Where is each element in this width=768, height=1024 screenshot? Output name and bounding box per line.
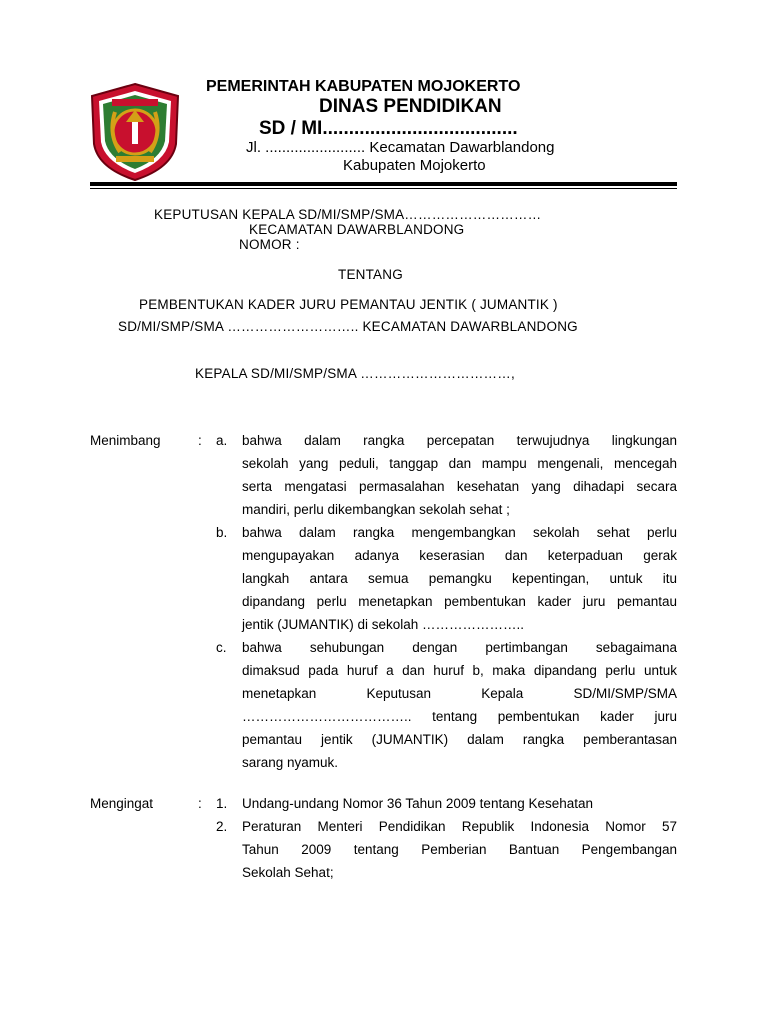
mengingat-2-line: Sekolah Sehat; [242, 865, 334, 880]
menimbang-b-line: dipandang perlu menetapkan pembentukan kader juru pemantau [242, 594, 677, 609]
letterhead-divider-thick [90, 182, 677, 186]
menimbang-b-marker: b. [216, 525, 228, 540]
menimbang-a-line: serta mengatasi permasalahan kesehatan yang dihadapi secara [242, 479, 677, 494]
menimbang-c-line: bahwa sehubungan dengan pertimbangan sebagaimana [242, 640, 677, 655]
mengingat-2-line: Tahun 2009 tentang Pemberian Bantuan Pengembangan [242, 842, 677, 857]
decree-head: KEPALA SD/MI/SMP/SMA ……………………………, [195, 366, 515, 381]
menimbang-c-line: menetapkan Keputusan Kepala SD/MI/SMP/SMA [242, 686, 677, 701]
mengingat-1-marker: 1. [216, 796, 228, 811]
menimbang-a-line: bahwa dalam rangka percepatan terwujudnya lingkungan [242, 433, 677, 448]
mengingat-2-line: Peraturan Menteri Pendidikan Republik Indonesia Nomor 57 [242, 819, 677, 834]
menimbang-a-line: sekolah yang peduli, tanggap dan mampu mengenali, mencegah [242, 456, 677, 471]
menimbang-c-marker: c. [216, 640, 227, 655]
letterhead-school: SD / MI..................................... [259, 118, 518, 139]
letterhead-regency: Kabupaten Mojokerto [343, 157, 486, 174]
letterhead-divider-thin [90, 188, 677, 189]
menimbang-c-line: dimaksud pada huruf a dan huruf b, maka dipandang perlu untuk [242, 663, 677, 678]
menimbang-c-line: ……………………………….. tentang pembentukan kader juru [242, 709, 677, 724]
menimbang-b-line: langkah antara semua pemangku kepentingan, untuk itu [242, 571, 677, 586]
letterhead-government: PEMERINTAH KABUPATEN MOJOKERTO [206, 78, 521, 95]
menimbang-b-line: mengupayakan adanya keserasian dan keterpaduan gerak [242, 548, 677, 563]
decree-number: NOMOR : [239, 237, 300, 252]
mengingat-colon: : [198, 796, 202, 811]
decree-subject-line1: PEMBENTUKAN KADER JURU PEMANTAU JENTIK ( JUMANTIK ) [139, 297, 558, 312]
decree-title-line2: KECAMATAN DAWARBLANDONG [249, 222, 465, 237]
mengingat-1-line: Undang-undang Nomor 36 Tahun 2009 tentang Kesehatan [242, 796, 594, 811]
letterhead-agency: DINAS PENDIDIKAN [319, 96, 502, 117]
menimbang-colon: : [198, 433, 202, 448]
mengingat-2-marker: 2. [216, 819, 228, 834]
menimbang-c-line: sarang nyamuk. [242, 755, 339, 770]
decree-subject-line2: SD/MI/SMP/SMA ……………………….. KECAMATAN DAWARBLANDONG [118, 319, 578, 334]
menimbang-a-line: mandiri, perlu dikembangkan sekolah sehat ; [242, 502, 510, 517]
mengingat-label: Mengingat [90, 796, 154, 811]
letterhead-address: Jl. ........................ Kecamatan Dawarblandong [246, 139, 555, 156]
regency-seal-logo [86, 82, 184, 182]
decree-tentang: TENTANG [338, 267, 403, 282]
decree-title-line1: KEPUTUSAN KEPALA SD/MI/SMP/SMA………………………… [154, 207, 542, 222]
menimbang-a-marker: a. [216, 433, 228, 448]
menimbang-b-line: bahwa dalam rangka mengembangkan sekolah sehat perlu [242, 525, 677, 540]
menimbang-b-line: jentik (JUMANTIK) di sekolah ………………….. [242, 617, 525, 632]
menimbang-c-line: pemantau jentik (JUMANTIK) dalam rangka pemberantasan [242, 732, 677, 747]
menimbang-label: Menimbang [90, 433, 161, 448]
